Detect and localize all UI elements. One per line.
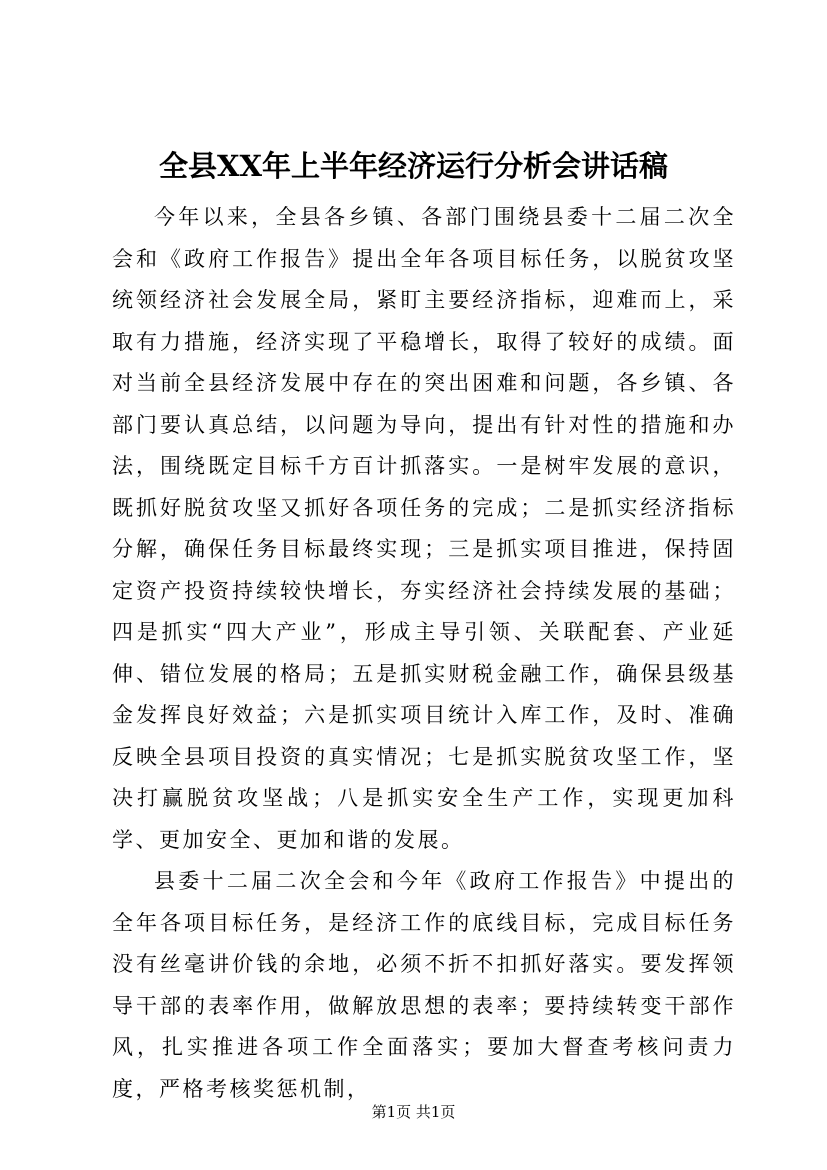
page-number-label: 第1页 共1页	[371, 1103, 456, 1121]
page-footer	[0, 1102, 827, 1122]
paragraph-1: 今年以来，全县各乡镇、各部门围绕县委十二届二次全会和《政府工作报告》提出全年各项目标任务，以脱贫攻坚统领经济社会发展全局，紧盯主要经济指标，迎难而上，采取有力措施，经济实现了平稳增长，取得了较好的成绩。面对当前全县经济发展中存在的突出困难和问题，各乡镇、各部门要认真总结，以问题为导向，提出有针对性的措施和办法，围绕既定目标千方百计抓落实。一是树牢发展的意识，既抓好脱贫攻坚又抓好各项任务的完成；二是抓实经济指标分解，确保任务目标最终实现；三是抓实项目推进，保持固定资产投资持续较快增长，夯实经济社会持续发展的基础；四是抓实“四大产业”，形成主导引领、关联配套、产业延伸、错位发展的格局；五是抓实财税金融工作，确保县级基金发挥良好效益；六是抓实项目统计入库工作，及时、准确反映全县项目投资的真实情况；七是抓实脱贫攻坚工作，坚决打赢脱贫攻坚战；八是抓实安全生产工作，实现更加科学、更加安全、更加和谐的发展。	[112, 205, 736, 852]
page-title: 全县XX年上半年经济运行分析会讲话稿	[158, 149, 668, 183]
paragraph-2: 县委十二届二次全会和今年《政府工作报告》中提出的全年各项目标任务，是经济工作的底线目标，完成目标任务没有丝毫讲价钱的余地，必须不折不扣抓好落实。要发挥领导干部的表率作用，做解放思想的表率；要持续转变干部作风，扎实推进各项工作全面落实；要加大督查考核问责力度，严格考核奖惩机制，	[112, 869, 736, 1101]
document-body	[112, 197, 736, 1110]
